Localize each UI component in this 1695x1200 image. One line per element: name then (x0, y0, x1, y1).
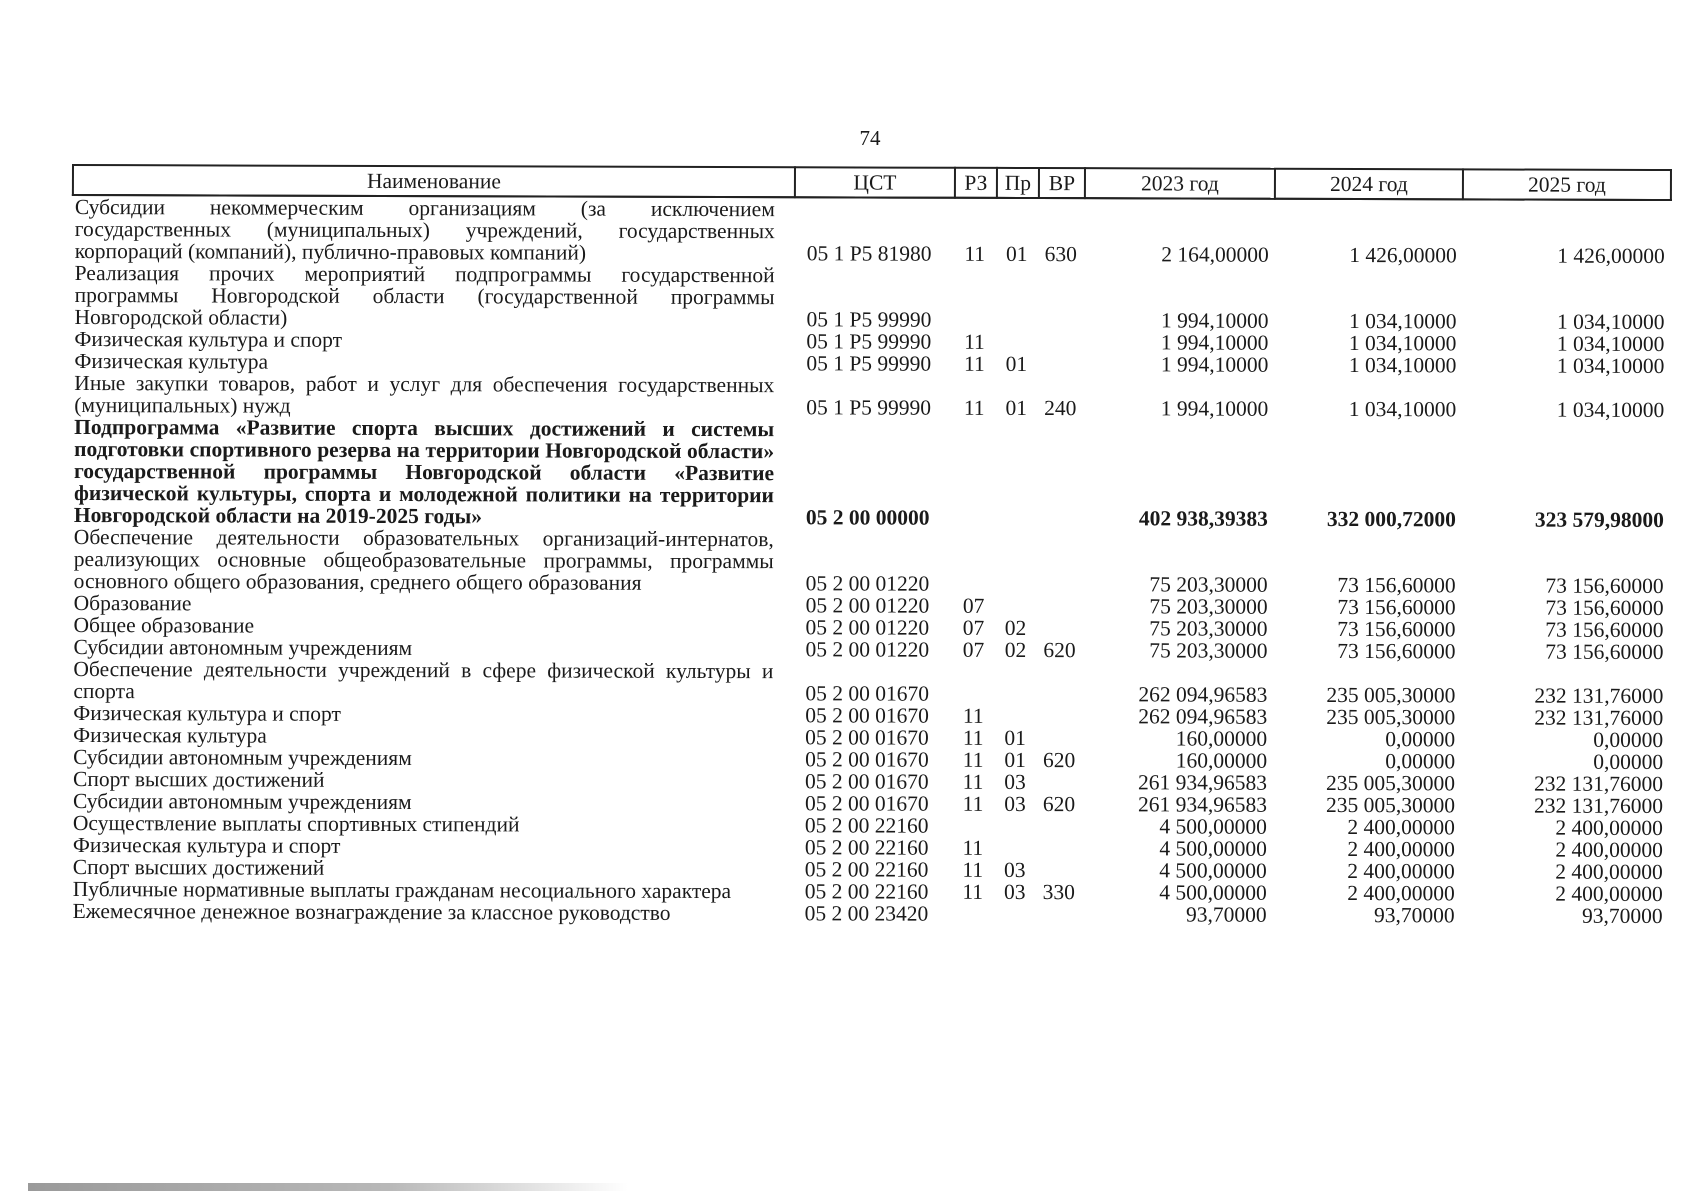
row-2024: 73 156,60000 (1337, 594, 1456, 620)
row-name: Обеспечение деятельности образовательных организаций-интернатов, реализующих основные общеобразовательные программы, программы основного общего образования, среднего общего образования (73, 525, 774, 595)
row-vr (1038, 265, 1084, 331)
row-cst: 05 2 00 01220 (805, 571, 930, 596)
row-2025: 73 156,60000 (1545, 617, 1664, 643)
row-name: Образование (73, 591, 192, 616)
header-2025: 2025 год (1463, 169, 1671, 200)
row-2025: 73 156,60000 (1545, 573, 1664, 599)
row-name: Общее образование (73, 613, 255, 638)
row-2024: 332 000,72000 (1326, 506, 1456, 532)
row-rz: 07 (962, 593, 985, 618)
row-2024: 1 034,10000 (1348, 397, 1457, 422)
row-rz: 11 (963, 351, 985, 376)
row-pr (996, 331, 1038, 353)
row-vr (1038, 617, 1084, 639)
row-pr (996, 595, 1038, 617)
row-name: Субсидии автономным учреждениям (72, 789, 412, 815)
row-pr (996, 265, 1038, 331)
row-2024: 1 426,00000 (1349, 243, 1457, 268)
row-vr: 330 (1042, 880, 1075, 905)
row-name: Иные закупки товаров, работ и услуг для обеспечения государственных (муниципальных) нужд (74, 371, 775, 418)
row-2024: 93,70000 (1373, 903, 1455, 928)
row-rz (954, 529, 996, 595)
table-row (72, 526, 1670, 597)
row-2025: 1 034,10000 (1556, 397, 1665, 423)
row-vr (1038, 529, 1084, 595)
row-pr: 03 (1004, 791, 1026, 816)
row-pr (996, 529, 1038, 595)
row-name: Обеспечение деятельности учреждений в сфере физической культуры и спорта (73, 657, 774, 704)
row-2023: 160,00000 (1175, 748, 1268, 773)
row-name: Осуществление выплаты спортивных стипендий (72, 811, 520, 837)
row-name: Физическая культура и спорт (74, 327, 343, 352)
row-2025: 73 156,60000 (1545, 639, 1664, 665)
row-vr: 630 (1044, 242, 1077, 267)
row-rz (954, 419, 996, 529)
row-vr: 240 (1044, 396, 1077, 421)
row-rz (953, 903, 995, 925)
row-name: Подпрограмма «Развитие спорта высших достижений и системы подготовки спортивного резерва на территории Новгородской области» государственной программы Новгородской области «Развитие физической культуры, спорта и молодежной политики на территории Новгородской области на 2019-2025 годы» (73, 415, 775, 529)
row-vr (1038, 353, 1084, 375)
row-cst: 05 2 00 23420 (804, 901, 929, 926)
row-name: Субсидии некоммерческим организациям (за исключением государственных (муниципальных) учреждений, государственных корпораций (компаний), публично-правовых компаний) (74, 195, 775, 265)
row-name: Физическая культура и спорт (73, 701, 341, 726)
row-2023: 1 994,10000 (1160, 330, 1269, 355)
row-vr (1037, 771, 1083, 793)
row-rz (953, 661, 995, 705)
row-vr (1037, 727, 1083, 749)
row-name: Реализация прочих мероприятий подпрограммы государственной программы Новгородской области (государственной программы Новгородской области) (74, 261, 775, 330)
row-vr (1037, 859, 1083, 881)
row-cst: 05 1 P5 99990 (806, 307, 932, 332)
row-rz: 11 (962, 703, 984, 728)
row-name: Физическая культура (73, 723, 267, 748)
row-cst: 05 1 P5 81980 (806, 241, 932, 266)
row-2024: 2 400,00000 (1347, 881, 1455, 906)
row-vr (1038, 595, 1084, 617)
row-pr: 01 (1004, 725, 1026, 750)
row-2025: 232 131,76000 (1534, 705, 1664, 731)
row-cst: 05 2 00 01670 (805, 681, 930, 706)
row-pr (996, 419, 1038, 529)
row-2023: 261 934,96583 (1138, 770, 1268, 795)
header-2023: 2023 год (1085, 168, 1275, 199)
header-pr: Пр (997, 168, 1039, 198)
row-name: Публичные нормативные выплаты гражданам несоциального характера (72, 877, 732, 904)
row-rz: 11 (962, 879, 984, 904)
row-2023: 1 994,10000 (1160, 352, 1269, 377)
row-cst: 05 2 00 01670 (805, 769, 929, 794)
row-rz: 11 (962, 835, 984, 860)
row-name: Физическая культура и спорт (72, 833, 341, 858)
row-cst: 05 2 00 01670 (804, 791, 929, 816)
row-pr: 03 (1004, 769, 1026, 794)
table-row (72, 372, 1670, 421)
row-2024: 2 400,00000 (1347, 859, 1455, 884)
row-cst: 05 2 00 22160 (804, 835, 929, 860)
row-2024: 235 005,30000 (1326, 704, 1456, 730)
row-2025: 0,00000 (1593, 749, 1664, 775)
row-2025: 1 426,00000 (1557, 243, 1665, 269)
row-cst: 05 2 00 01670 (805, 703, 929, 728)
row-2024: 235 005,30000 (1326, 770, 1456, 796)
row-2025: 323 579,98000 (1534, 507, 1664, 533)
row-rz: 11 (962, 725, 984, 750)
row-pr: 01 (1005, 395, 1028, 421)
row-2025: 1 034,10000 (1556, 331, 1665, 357)
row-name: Спорт высших достижений (72, 855, 325, 880)
row-rz: 11 (962, 747, 984, 772)
header-cst: ЦСТ (795, 167, 955, 198)
row-cst: 05 2 00 22160 (804, 879, 929, 904)
row-vr (1037, 705, 1083, 727)
row-2025: 1 034,10000 (1556, 309, 1665, 335)
row-2024: 2 400,00000 (1347, 815, 1455, 840)
row-rz (954, 265, 996, 331)
row-2025: 73 156,60000 (1545, 595, 1664, 621)
row-2024: 2 400,00000 (1347, 837, 1455, 862)
header-vr: ВР (1039, 168, 1085, 198)
header-name: Наименование (73, 165, 795, 197)
row-name: Субсидии автономным учреждениям (73, 745, 412, 771)
row-cst: 05 2 00 01670 (805, 725, 929, 750)
scan-artifact (28, 1183, 628, 1191)
row-pr (995, 903, 1037, 925)
row-rz: 11 (963, 395, 985, 420)
row-2023: 4 500,00000 (1159, 858, 1267, 883)
table-body (71, 195, 1671, 927)
row-name: Спорт высших достижений (73, 767, 325, 792)
row-pr: 03 (1003, 857, 1026, 882)
row-2023: 262 094,96583 (1138, 704, 1268, 729)
row-2025: 232 131,76000 (1534, 683, 1664, 709)
row-rz: 07 (962, 615, 985, 640)
row-cst: 05 2 00 22160 (804, 813, 929, 838)
row-pr (995, 837, 1037, 859)
row-2023: 402 938,39383 (1138, 506, 1268, 531)
row-2025: 1 034,10000 (1556, 353, 1665, 379)
row-rz: 11 (962, 857, 984, 882)
row-pr: 01 (1005, 241, 1028, 267)
row-2024: 73 156,60000 (1337, 638, 1456, 664)
row-2025: 2 400,00000 (1555, 881, 1663, 907)
row-2025: 2 400,00000 (1555, 815, 1663, 841)
row-2024: 235 005,30000 (1325, 792, 1456, 818)
row-2023: 4 500,00000 (1159, 880, 1267, 905)
row-2023: 4 500,00000 (1159, 836, 1267, 861)
row-2025: 232 131,76000 (1533, 793, 1664, 819)
row-rz: 11 (964, 241, 986, 266)
row-2025: 93,70000 (1581, 903, 1663, 929)
row-2025: 2 400,00000 (1555, 837, 1663, 863)
row-pr: 01 (1004, 747, 1026, 772)
row-2024: 235 005,30000 (1326, 682, 1456, 708)
row-pr (995, 661, 1037, 705)
row-2024: 1 034,10000 (1348, 309, 1457, 334)
row-2023: 75 203,30000 (1149, 594, 1268, 619)
row-pr: 02 (1004, 615, 1027, 641)
row-2023: 262 094,96583 (1138, 682, 1268, 707)
row-vr (1038, 331, 1084, 353)
row-rz: 11 (962, 769, 984, 794)
row-2024: 73 156,60000 (1337, 616, 1456, 642)
row-cst: 05 2 00 01670 (805, 747, 929, 772)
row-rz: 11 (962, 791, 984, 816)
row-2023: 75 203,30000 (1149, 638, 1268, 663)
table-row (73, 195, 1671, 267)
budget-table (70, 164, 1672, 927)
row-vr: 620 (1042, 748, 1076, 773)
table-row (71, 900, 1669, 927)
row-cst: 05 1 P5 99990 (806, 329, 932, 354)
row-2024: 0,00000 (1385, 727, 1456, 752)
row-2024: 73 156,60000 (1337, 572, 1456, 598)
row-vr (1037, 661, 1083, 705)
row-2025: 2 400,00000 (1555, 859, 1663, 885)
document-body (70, 164, 1670, 927)
row-vr (1037, 837, 1083, 859)
row-vr (1037, 815, 1083, 837)
row-cst: 05 1 P5 99990 (806, 351, 932, 376)
row-cst: 05 2 00 22160 (804, 857, 929, 882)
row-2023: 1 994,10000 (1160, 308, 1269, 333)
row-2023: 2 164,00000 (1161, 242, 1269, 267)
header-2024: 2024 год (1275, 169, 1463, 200)
row-pr (995, 815, 1037, 837)
table-row (72, 262, 1670, 333)
row-cst: 05 2 00 01220 (805, 593, 930, 618)
row-name: Ежемесячное денежное вознаграждение за классное руководство (72, 899, 671, 925)
row-2023: 75 203,30000 (1149, 616, 1268, 641)
row-2025: 0,00000 (1593, 727, 1664, 753)
row-2023: 160,00000 (1175, 726, 1268, 751)
row-pr: 01 (1005, 351, 1028, 377)
row-vr: 620 (1043, 638, 1076, 663)
row-cst: 05 2 00 01220 (805, 615, 930, 640)
row-2023: 93,70000 (1185, 902, 1267, 927)
row-name: Физическая культура (74, 349, 269, 374)
row-2023: 75 203,30000 (1149, 572, 1268, 597)
row-2025: 232 131,76000 (1534, 771, 1664, 797)
row-name: Субсидии автономным учреждениям (73, 635, 413, 661)
row-cst: 05 1 P5 99990 (806, 395, 932, 420)
row-rz (953, 815, 995, 837)
row-rz: 07 (962, 637, 985, 662)
page-number: 74 (859, 126, 881, 150)
header-rz: РЗ (955, 168, 997, 198)
table-row (71, 658, 1669, 707)
table-row (72, 416, 1670, 531)
row-2024: 1 034,10000 (1348, 331, 1457, 356)
row-2023: 4 500,00000 (1159, 814, 1267, 839)
row-pr (995, 705, 1037, 727)
row-vr (1038, 419, 1084, 529)
row-2024: 0,00000 (1385, 749, 1456, 774)
row-vr: 620 (1042, 792, 1076, 817)
row-rz: 11 (964, 329, 985, 354)
row-2023: 1 994,10000 (1160, 396, 1269, 421)
row-pr: 03 (1003, 879, 1026, 904)
row-pr: 02 (1004, 637, 1027, 663)
row-vr (1037, 903, 1083, 925)
row-2023: 261 934,96583 (1137, 792, 1268, 817)
row-cst: 05 2 00 00000 (805, 505, 930, 530)
row-2024: 1 034,10000 (1348, 353, 1457, 378)
row-cst: 05 2 00 01220 (805, 637, 930, 662)
